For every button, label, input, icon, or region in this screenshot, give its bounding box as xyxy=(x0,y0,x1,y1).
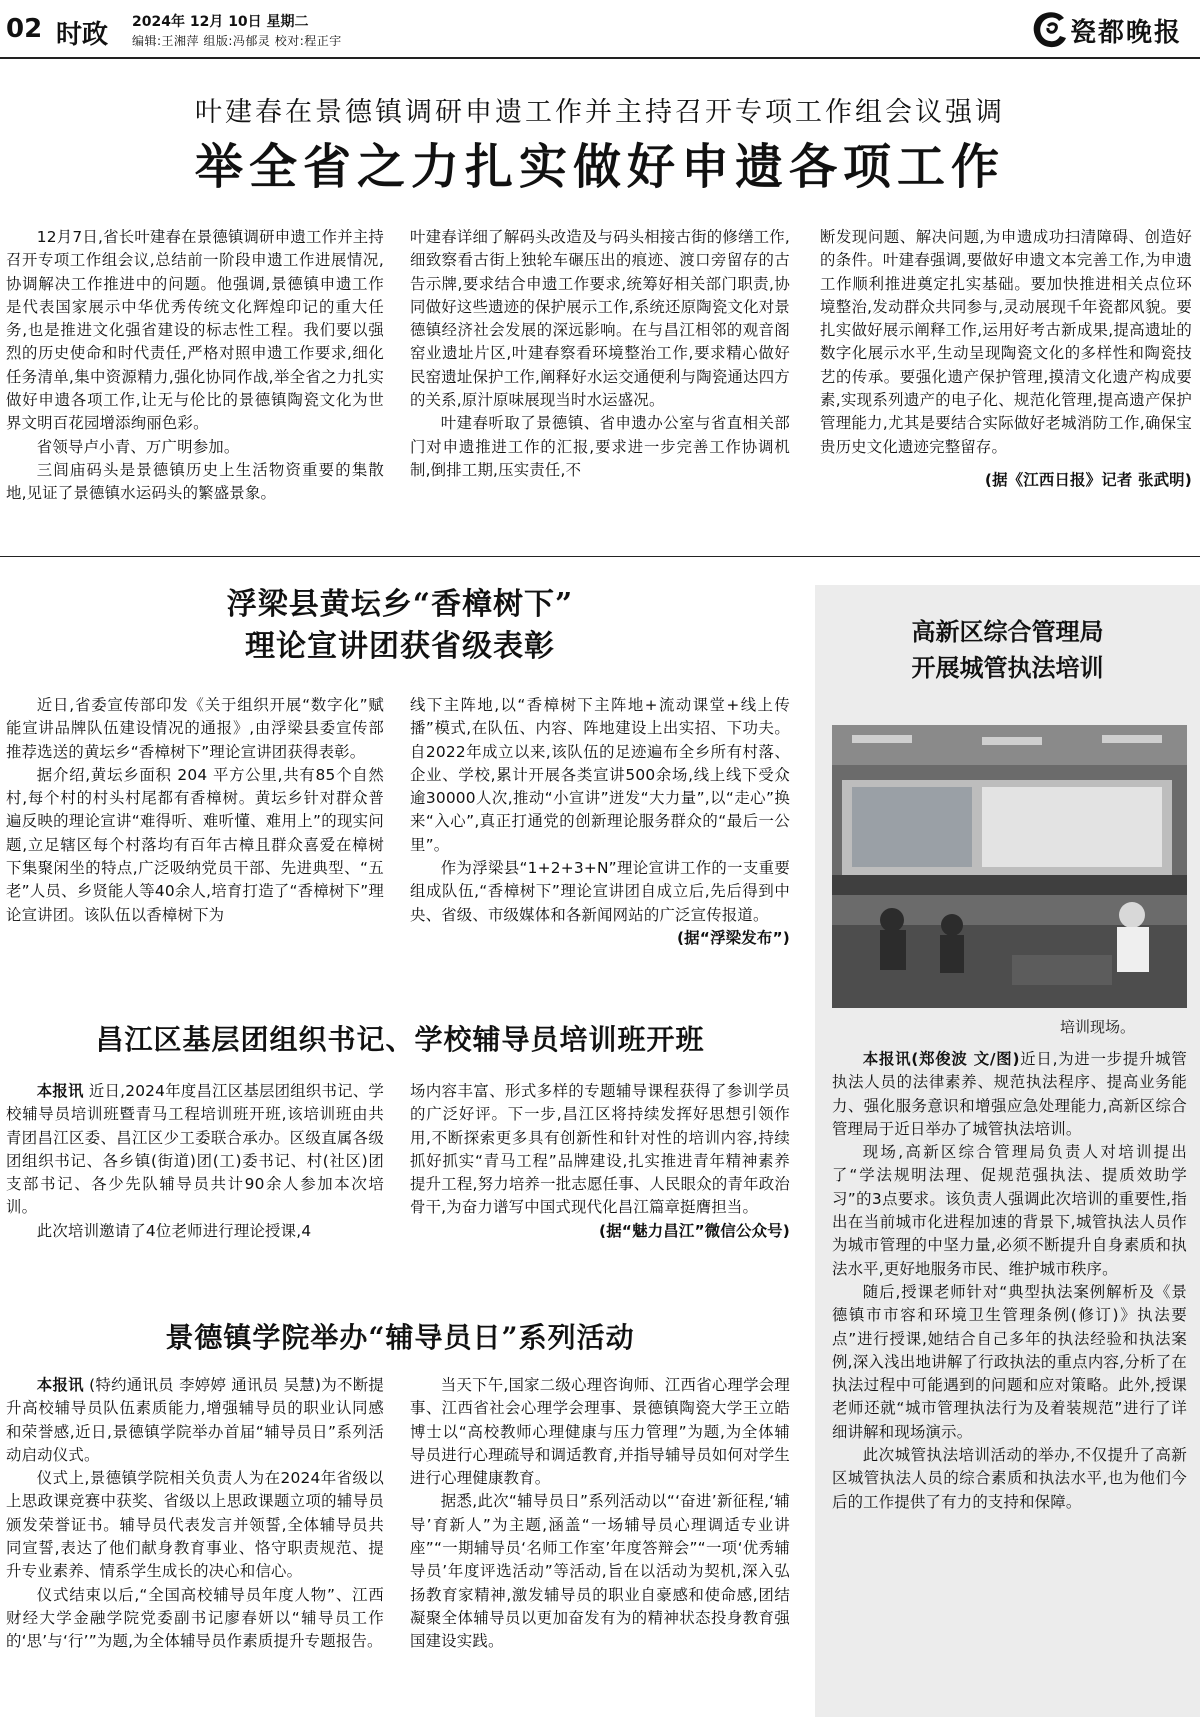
training-photo xyxy=(832,725,1187,1008)
paragraph: 仪式上,景德镇学院相关负责人为在2024年省级以上思政课竞赛中获奖、省级以上思政课题立项的辅导员颁发荣誉证书。辅导员代表发言并领誓,全体辅导员共同宣誓,表达了他们献身教育事业、恪守职责规范、提升专业素养、情系学生成长的决心和信心。 xyxy=(6,1469,384,1581)
sidebar-title-line-1: 高新区综合管理局 xyxy=(911,617,1104,646)
paper-name: 瓷都晚报 xyxy=(1070,18,1183,48)
paragraph: 仪式结束以后,“全国高校辅导员年度人物”、江西财经大学金融学院党委副书记廖春妍以“辅导员工作的‘思’与‘行’”为题,为全体辅导员作素质提升专题报告。 xyxy=(6,1585,384,1651)
paragraph: 当天下午,国家二级心理咨询师、江西省心理学会理事、江西省社会心理学会理事、景德镇陶瓷大学王立皓博士以“高校教师心理健康与压力管理”为题,为全体辅导员进行心理疏导和调适教育,并指导辅导员如何对学生进行心理健康教育。 xyxy=(410,1376,790,1488)
paragraph xyxy=(832,1048,1187,1141)
photo-caption: 培训现场。 xyxy=(1060,1018,1136,1036)
paragraph: 断发现问题、解决问题,为申遗成功扫清障碍、创造好的条件。叶建春强调,要做好申遗文本完善工作,为申遗工作顺利推进奠定扎实基础。要加快推进相关点位环境整治,发动群众共同参与,灵动展现千年瓷都风貌。要扎实做好展示阐释工作,运用好考古新成果,提高遗址的数字化展示水平,生动呈现陶瓷文化的多样性和陶瓷技艺的传承。要强化遗产保护管理,摸清文化遗产构成要素,实现系列遗产的电子化、规范化管理,提高遗产保护管理能力,尤其是要结合实际做好老城消防工作,确保宝贵历史文化遗迹完整留存。 xyxy=(820,228,1192,456)
paragraph: 据介绍,黄坛乡面积 204 平方公里,共有85个自然村,每个村的村头村尾都有香樟树。黄坛乡针对群众普遍反映的理论宣讲“难得听、难听懂、难用上”的现实问题,立足辖区每个村落均有百年古樟且群众喜爱在樟树下集聚闲坐的特点,广泛吸纳党员干部、先进典型、“五老”人员、乡贤能人等40余人,培育打造了“香樟树下”理论宣讲团。该队伍以香樟树下为 xyxy=(6,765,384,924)
paragraph: 省领导卢小青、万广明参加。 xyxy=(36,437,240,456)
masthead xyxy=(0,0,1200,56)
lead-column-2 xyxy=(410,226,790,482)
paragraph: 此次城管执法培训活动的举办,不仅提升了高新区城管执法人员的综合素质和执法水平,也为他们今后的工作提供了有力的支持和保障。 xyxy=(832,1446,1187,1511)
paragraph: 据悉,此次“辅导员日”系列活动以“‘奋进’新征程,‘辅导’育新人”为主题,涵盖“一场辅导员心理调适专业讲座”“一期辅导员‘名师工作室’年度答辩会”“一项‘优秀辅导员’年度评选活动”等活动,旨在以活动为契机,深入弘扬教育家精神,激发辅导员的职业自豪感和使命感,团结凝聚全体辅导员以更加奋发有为的精神状态投身教育强国建设实践。 xyxy=(410,1492,790,1651)
editorial-staff: 编辑:王湘萍 组版:冯郁灵 校对:程正宇 xyxy=(132,34,342,48)
paragraph: 近日,省委宣传部印发《关于组织开展“数字化”赋能宣讲品牌队伍建设情况的通报》,由浮梁县委宣传部推荐选送的黄坛乡“香樟树下”理论宣讲团获得表彰。 xyxy=(6,696,384,761)
lead-column-3 xyxy=(820,226,1192,492)
paragraph-text: 近日,为进一步提升城管执法人员的法律素养、规范执法程序、提高业务能力、强化服务意识和增强应急处理能力,高新区综合管理局于近日举办了城管执法培训。 xyxy=(832,1050,1187,1138)
paragraph: 场内容丰富、形式多样的专题辅导课程获得了参训学员的广泛好评。下一步,昌江区将持续发挥好思想引领作用,不断探索更多具有创新性和针对性的培训内容,持续抓好抓实“青马工程”品牌建设,扎实推进青年精神素养提升工程,努力培养一批志愿任事、人民眼众的青年政治骨干,为奋力谱写中国式现代化昌江篇章挺膺担当。 xyxy=(410,1082,790,1217)
paragraph: 线下主阵地,以“香樟树下主阵地+流动课堂+线上传播”模式,在队伍、内容、阵地建设上出实招、下功夫。自2022年成立以来,该队伍的足迹遍布全乡所有村落、企业、学校,累计开展各类宣讲500余场,线上线下受众逾30000人次,推动“小宣讲”迸发“大力量”,以“走心”换来“入心”,真正打通党的创新理论服务群众的“最后一公里”。 xyxy=(410,696,790,854)
c-swirl-icon xyxy=(1030,8,1070,50)
section-divider xyxy=(0,556,1200,557)
sidebar-body xyxy=(832,1048,1187,1514)
article-source: (据“魅力昌江”微信公众号) xyxy=(598,1221,790,1240)
training-scene-image xyxy=(832,725,1187,1008)
paragraph: 随后,授课老师针对“典型执法案例解析及《景德镇市市容和环境卫生管理条例(修订)》执法要点”进行授课,她结合自己多年的执法经验和执法案例,深入浅出地讲解了行政执法的重点内容,分析了在执法过程中可能遇到的问题和应对策略。此外,授课老师还就“城市管理执法行为及着装规范”进行了详细讲解和现场演示。 xyxy=(832,1282,1187,1441)
paragraph-text: 近日,2024年度昌江区基层团组织书记、学校辅导员培训班暨青马工程培训班开班,该培训班由共青团昌江区委、昌江区少工委联合承办。区级直属各级团组织书记、各乡镇(街道)团(工)委书记、村(社区)团支部书记、各少先队辅导员共计90余人参加本次培训。 xyxy=(6,1082,385,1217)
paragraph: 叶建春详细了解码头改造及与码头相接古街的修缮工作,细致察看古街上独轮车碾压出的痕迹、渡口旁留存的古告示牌,要求结合申遗工作要求,统筹好相关部门职责,协同做好这些遗迹的保护展示工作,系统还原陶瓷文化对景德镇经济社会发展的深远影响。在与昌江相邻的观音阁窑业遗址片区,叶建春察看环境整治工作,要求精心做好民窑遗址保护工作,阐释好水运交通便利与陶瓷通达四方的关系,原汁原味展现当时水运盛况。 xyxy=(410,228,790,410)
issue-date: 2024年 12月 10日 星期二 xyxy=(132,14,309,30)
paragraph: 12月7日,省长叶建春在景德镇调研申遗工作并主持召开专项工作组会议,总结前一阶段申遗工作进展情况,协调解决工作推进中的问题。他强调,景德镇申遗工作是代表国家展示中华优秀传统文化辉煌印记的重大任务,也是推进文化强省建设的标志性工程。我们要以强烈的历史使命和时代责任,严格对照申遗工作要求,细化任务清单,集中资源精力,强化协同作战,举全省之力扎实做好申遗各项工作,让无与伦比的景德镇陶瓷文化为世界文明百花园增添绚丽色彩。 xyxy=(6,228,384,433)
fuliang-title xyxy=(0,584,800,668)
fuliang-column-1 xyxy=(6,694,384,927)
paragraph: 作为浮梁县“1+2+3+N”理论宣讲工作的一支重要组成队伍,“香樟树下”理论宣讲团自成立后,先后得到中央、省级、市级媒体和各新闻网站的广泛宣传报道。 xyxy=(410,859,790,924)
fuliang-title-line-1: 浮梁县黄坛乡“香樟树下” xyxy=(226,587,574,622)
byline-lead: 本报讯 xyxy=(36,1376,84,1394)
paragraph: 此次培训邀请了4位老师进行理论授课,4 xyxy=(36,1221,312,1240)
lead-column-1 xyxy=(6,226,384,506)
article-source: (据“浮梁发布”) xyxy=(676,928,790,947)
masthead-rule xyxy=(0,57,1200,59)
byline-lead: 本报讯(郑俊波 文/图) xyxy=(862,1050,1020,1068)
paragraph: 叶建春听取了景德镇、省申遗办公室与省直相关部门对申遗推进工作的汇报,要求进一步完善工作协调机制,倒排工期,压实责任,不 xyxy=(410,414,790,479)
paragraph-text: (特约通讯员 李婷婷 通讯员 吴慧)为不断提升高校辅导员队伍素质能力,增强辅导员的职业认同感和荣誉感,近日,景德镇学院举办首届“辅导员日”系列活动启动仪式。 xyxy=(6,1376,384,1464)
paragraph xyxy=(6,1374,384,1467)
college-title: 景德镇学院举办“辅导员日”系列活动 xyxy=(165,1321,635,1354)
changjiang-column-1 xyxy=(6,1080,384,1243)
changjiang-title: 昌江区基层团组织书记、学校辅导员培训班开班 xyxy=(95,1023,705,1056)
section-name: 时政 xyxy=(56,20,109,50)
byline-lead: 本报讯 xyxy=(36,1082,84,1100)
lead-kicker: 叶建春在景德镇调研申遗工作并主持召开专项工作组会议强调 xyxy=(195,97,1005,128)
fuliang-column-2 xyxy=(410,694,790,950)
paragraph: 三闾庙码头是景德镇历史上生活物资重要的集散地,见证了景德镇水运码头的繁盛景象。 xyxy=(6,460,384,503)
sidebar-title-line-2: 开展城管执法培训 xyxy=(911,653,1104,682)
fuliang-title-line-2: 理论宣讲团获省级表彰 xyxy=(245,629,555,664)
paragraph xyxy=(6,1080,384,1220)
lead-headline: 举全省之力扎实做好申遗各项工作 xyxy=(194,139,1005,195)
page-number: 02 xyxy=(6,14,43,44)
article-source: (据《江西日报》记者 张武明) xyxy=(984,470,1192,489)
paragraph: 现场,高新区综合管理局负责人对培训提出了“学法规明法理、促规范强执法、提质效助学习”的3点要求。该负责人强调此次培训的重要性,指出在当前城市化进程加速的背景下,城管执法人员作为城市管理的中坚力量,必须不断提升自身素质和执法水平,更好地服务市民、维护城市秩序。 xyxy=(832,1143,1187,1278)
college-column-1 xyxy=(6,1374,384,1654)
college-column-2 xyxy=(410,1374,790,1654)
sidebar-title xyxy=(815,614,1200,686)
changjiang-column-2 xyxy=(410,1080,790,1243)
